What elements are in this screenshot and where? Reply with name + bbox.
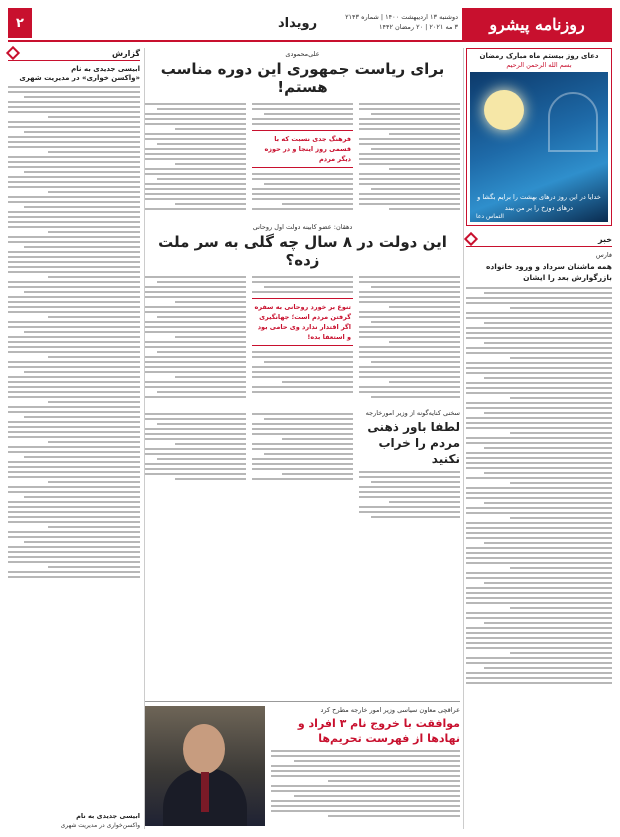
- main-story-kicker: علی‌محمودی: [285, 50, 320, 58]
- issue-line-1: دوشنبه ۱۳ اردیبهشت ۱۴۰۰ | شماره ۲۱۴۳: [345, 13, 458, 21]
- third-story-kicker: سخنی کنایه‌گونه از وزیر امورخارجه: [365, 409, 460, 417]
- report-body: [8, 86, 140, 578]
- report-footer-sub: واکسن‌خواری در مدیریت شهری: [60, 822, 140, 829]
- diamond-icon: [6, 46, 20, 60]
- ramadan-prayer-box: [466, 48, 612, 226]
- second-story-pullquote: تنوع بر خورد روحانی به سفره گرفتن مردم است؛ جهانگیری اگر اقتدار ندارد وی حامی بود و استعفا بده!: [252, 298, 353, 346]
- ramadan-signature: التماس دعا: [476, 213, 504, 220]
- news-photo: [145, 706, 265, 826]
- report-label: گزارش: [111, 48, 140, 58]
- left-column: [8, 48, 140, 829]
- third-story-col-2: [252, 409, 353, 521]
- report-kicker: ابیسی جدیدی به نام: [71, 65, 140, 73]
- masthead-bar: [8, 8, 612, 42]
- news-body: [466, 287, 612, 684]
- bottom-story-kicker: عراقچی معاون سیاسی وزیر امور خارجه مطرح کرد: [320, 706, 460, 714]
- main-story-title[interactable]: برای ریاست جمهوری این دوره مناسب هستم!: [160, 60, 445, 96]
- ramadan-verse: خدایا در این روز درهای بهشت را برایم بگشا و درهای دوزخ را بر من ببند: [477, 193, 601, 212]
- diamond-icon: [464, 232, 478, 246]
- main-story-pullquote: فرهنگ جدی نسبت که با قسمی روز اینجا و در حوزه دیگر مردم: [252, 130, 353, 168]
- issue-line-2: ۳ مه ۲۰۲۱ | ۲۰ رمضان ۱۴۴۲: [378, 23, 458, 31]
- report-footer: [8, 812, 140, 829]
- ramadan-image: [470, 72, 608, 222]
- third-story: [145, 409, 460, 521]
- third-story-title[interactable]: لطفا باور ذهنی مردم را خراب نکنید: [367, 420, 460, 466]
- section-title: رویداد: [278, 16, 318, 31]
- news-box-header: [466, 234, 612, 247]
- ramadan-subtitle: بسم الله الرحمن الرحیم: [506, 61, 572, 69]
- second-story-kicker: دهقان: عضو کابینه دولت اول روحانی: [252, 223, 353, 231]
- main-story-body: [145, 100, 460, 213]
- moon-icon: [484, 90, 524, 130]
- brand-logo: روزنامه پیشرو: [462, 8, 612, 40]
- issue-info: [308, 12, 458, 32]
- third-story-main: [359, 409, 460, 521]
- third-story-col-3: [145, 409, 246, 521]
- news-box-label: خبر: [597, 234, 612, 244]
- page-number: ۲: [8, 8, 32, 38]
- bottom-story-title[interactable]: موافقت با خروج نام ۳ افراد و نهادها از فهرست تحریم‌ها: [297, 717, 460, 745]
- middle-column: [145, 48, 460, 829]
- bottom-story-text: [271, 706, 460, 829]
- news-title[interactable]: همه ماشنان سرداد و ورود خانواده بازرگوارش بعد را ایشان: [486, 262, 612, 282]
- news-kicker: فارس: [595, 251, 612, 259]
- second-story-title[interactable]: این دولت در ۸ سال چه گلی به سر ملت زده؟: [158, 233, 447, 269]
- second-story-heading: [145, 223, 460, 269]
- right-column: [466, 48, 612, 829]
- report-header: [8, 48, 140, 61]
- ramadan-title: دعای روز بیستم ماه مبارک رمضان: [479, 52, 599, 60]
- main-story-heading: [145, 50, 460, 96]
- second-story-body: [145, 273, 460, 401]
- column-divider: [463, 48, 464, 829]
- report-footer-title: ابیسی جدیدی به نام: [76, 812, 140, 820]
- report-title[interactable]: «واکسن خواری» در مدیریت شهری: [19, 74, 140, 82]
- mosque-arch-icon: [548, 92, 598, 152]
- bottom-story: [145, 701, 460, 829]
